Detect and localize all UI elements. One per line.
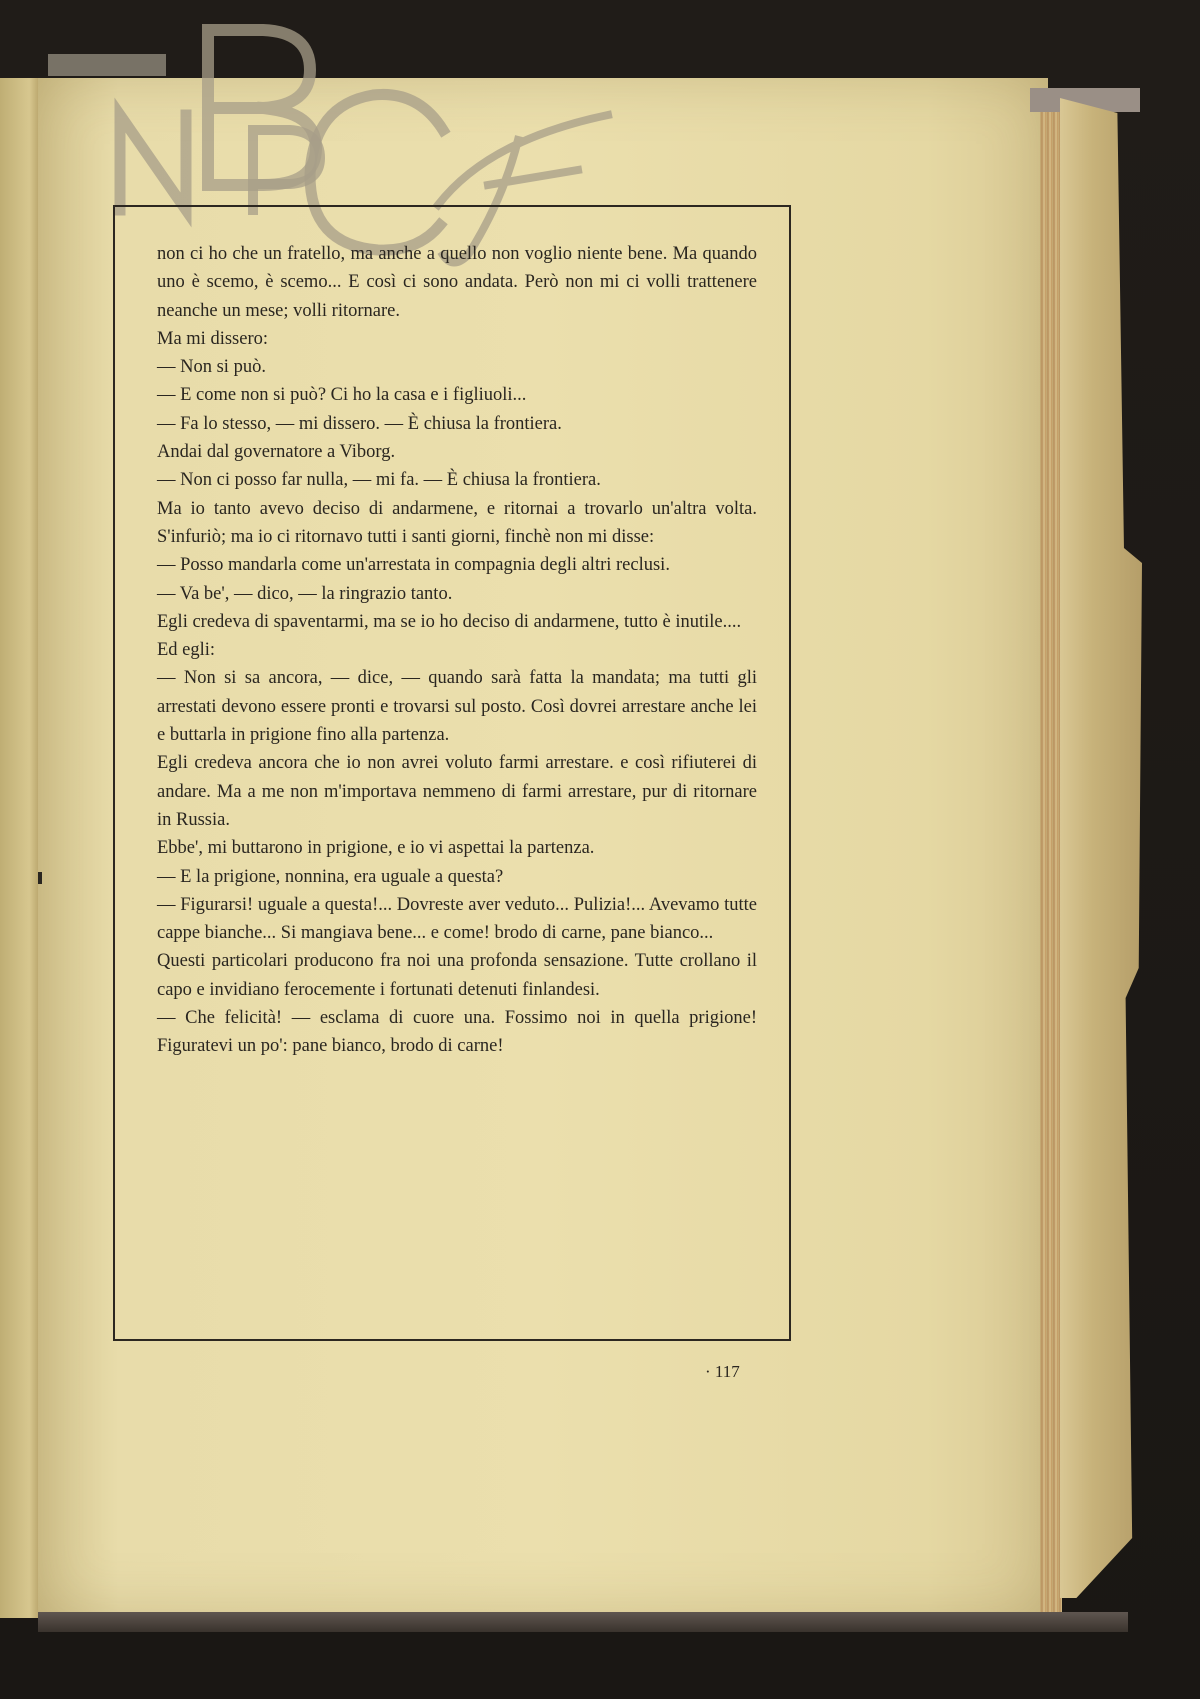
page-stack-edge [1040,95,1062,1615]
paragraph: Egli credeva di spaventarmi, ma se io ho deciso di andarmene, tutto è inutile.... [157,611,742,632]
paragraph: — Non si sa ancora, — dice, — quando sarà fatta la mandata; ma tutti gli arrestati devono essere pronti e trovarsi sul posto. Così dovrei arrestare anche lei e buttarla in prigione fino alla partenza. [157,668,757,746]
paragraph: Questi particolari producono fra noi una profonda sensazione. Tutte crollano il capo e invidiano ferocemente i fortunati detenuti finlandesi. [157,951,757,1000]
paragraph: — Che felicità! — esclama di cuore una. Fossimo noi in quella prigione! Figuratevi un po': pane bianco, brodo di carne! [157,1008,757,1057]
paragraph: Ebbe', mi buttarono in prigione, e io vi aspettai la partenza. [157,838,595,859]
page-number: · 117 [705,1362,740,1381]
paragraph: Ma io tanto avevo deciso di andarmene, e ritornai a trovarlo un'altra volta. S'infuriò; ma io ci ritornavo tutti i santi giorni, finchè non mi disse: [157,498,757,547]
paragraph: — Posso mandarla come un'arrestata in compagnia degli altri reclusi. [157,555,670,576]
page-body [157,240,757,1061]
book-cover-edge [1060,98,1142,1598]
paragraph: — E come non si può? Ci ho la casa e i figliuoli... [157,385,527,406]
paragraph: — Figurarsi! uguale a questa!... Dovreste aver veduto... Pulizia!... Avevamo tutte cappe bianche... Si mangiava bene... e come! brodo di carne, pane bianco... [157,894,757,944]
paragraph: — Va be', — dico, — la ringrazio tanto. [157,583,453,604]
paragraph: Ma mi dissero: [157,328,268,349]
paragraph: — Non ci posso far nulla, — mi fa. — È chiusa la frontiera. [157,470,601,491]
paragraph: — E la prigione, nonnina, era uguale a questa? [157,866,504,887]
paragraph: Egli credeva ancora che io non avrei voluto farmi arrestare. e così rifiuterei di andare. Ma a me non m'importava nemmeno di farmi arrestare, pur di ritornare in Russia. [157,753,757,830]
spine-mark [38,872,42,884]
book-cover-bottom [38,1612,1128,1632]
paragraph: — Non si può. [157,357,266,378]
paragraph: — Fa lo stesso, — mi dissero. — È chiusa la frontiera. [157,413,562,434]
paragraph: non ci ho che un fratello, ma anche a quello non voglio niente bene. Ma quando uno è scemo, è scemo... E così ci sono andata. Però non mi ci volli trattenere neanche un mese; volli ritornare. [157,244,757,321]
paragraph: Andai dal governatore a Viborg. [157,442,396,463]
paragraph: Ed egli: [157,640,216,661]
